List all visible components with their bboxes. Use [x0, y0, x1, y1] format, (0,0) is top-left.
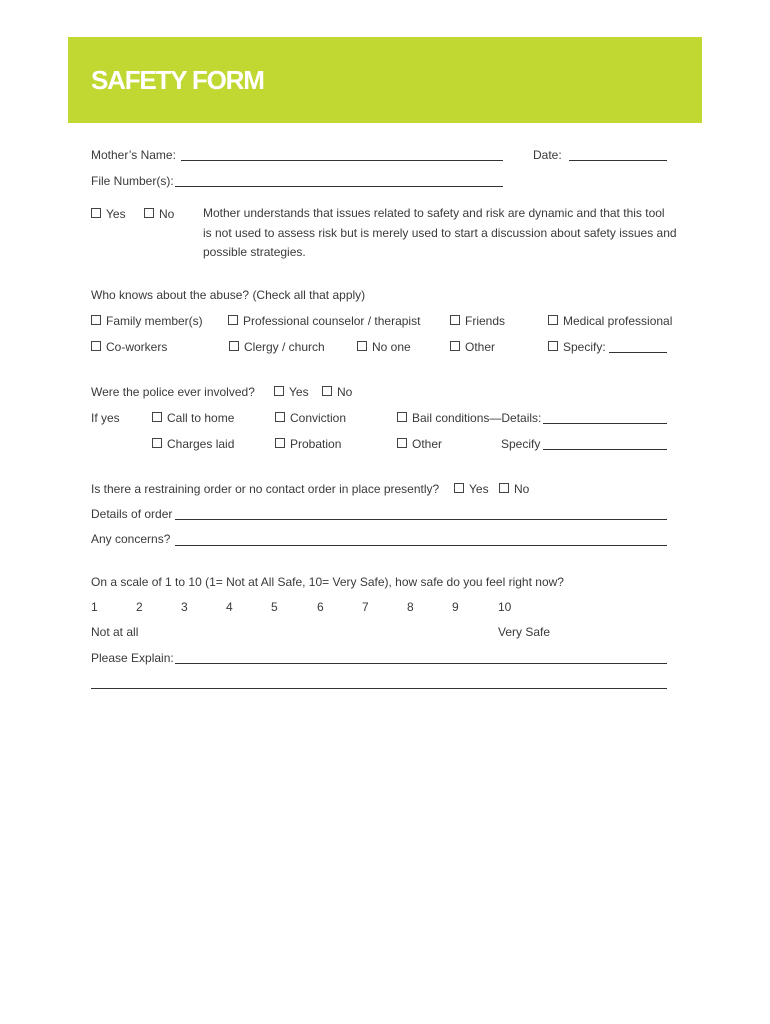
- scale-number-5[interactable]: 5: [271, 600, 278, 614]
- checkbox-icon: [499, 483, 509, 493]
- counselor-checkbox[interactable]: [228, 314, 420, 328]
- ack-no-checkbox[interactable]: [144, 207, 174, 221]
- scale-number-3[interactable]: 3: [181, 600, 188, 614]
- coworkers-checkbox[interactable]: [91, 340, 167, 354]
- checkbox-icon: [397, 412, 407, 422]
- scale-low-label: Not at all: [91, 625, 139, 639]
- checkbox-icon: [397, 438, 407, 448]
- who-knows-question: Who knows about the abuse? (Check all that apply): [91, 288, 366, 302]
- scale-number-4[interactable]: 4: [226, 600, 233, 614]
- counselor-label: Professional counselor / therapist: [243, 314, 421, 328]
- details-of-order-label: Details of order: [91, 507, 173, 521]
- family-checkbox[interactable]: [91, 314, 203, 328]
- if-yes-label: If yes: [91, 411, 120, 425]
- checkbox-icon: [91, 208, 101, 218]
- explain-label: Please Explain:: [91, 651, 174, 665]
- title-banner: [68, 37, 702, 123]
- police-no-label: No: [337, 385, 353, 399]
- scale-number-6[interactable]: 6: [317, 600, 324, 614]
- charges-checkbox[interactable]: [152, 437, 234, 451]
- scale-high-label: Very Safe: [498, 625, 551, 639]
- ack-statement: [203, 204, 677, 263]
- scale-number-1[interactable]: 1: [91, 600, 98, 614]
- restraining-no-checkbox[interactable]: [499, 482, 529, 496]
- file-number-label: File Number(s):: [91, 174, 174, 188]
- restraining-yes-label: Yes: [469, 482, 489, 496]
- ack-line-1: Mother understands that issues related to safety and risk are dynamic and that this tool: [203, 206, 665, 220]
- ack-yes-checkbox[interactable]: [91, 207, 126, 221]
- medical-label: Medical professional: [563, 314, 673, 328]
- no-one-label: No one: [372, 340, 411, 354]
- restraining-no-label: No: [514, 482, 530, 496]
- other-checkbox[interactable]: [450, 340, 495, 354]
- checkbox-icon: [152, 438, 162, 448]
- scale-question: On a scale of 1 to 10 (1= Not at All Safe, 10= Very Safe), how safe do you feel right now?: [91, 575, 564, 589]
- checkbox-icon: [229, 341, 239, 351]
- checkbox-icon: [144, 208, 154, 218]
- bail-checkbox[interactable]: [397, 411, 541, 425]
- restraining-yes-checkbox[interactable]: [454, 482, 489, 496]
- call-home-checkbox[interactable]: [152, 411, 234, 425]
- bail-details-field[interactable]: [543, 423, 667, 424]
- mothers-name-label: Mother’s Name:: [91, 148, 176, 162]
- specify-field[interactable]: [609, 352, 667, 353]
- explain-field[interactable]: [175, 663, 667, 664]
- checkbox-icon: [454, 483, 464, 493]
- probation-label: Probation: [290, 437, 342, 451]
- police-yes-label: Yes: [289, 385, 309, 399]
- other-label: Other: [465, 340, 496, 354]
- checkbox-icon: [274, 386, 284, 396]
- scale-number-2[interactable]: 2: [136, 600, 143, 614]
- police-other-label: Other: [412, 437, 443, 451]
- scale-number-10[interactable]: 10: [498, 600, 512, 614]
- coworkers-label: Co-workers: [106, 340, 168, 354]
- checkbox-icon: [228, 315, 238, 325]
- ack-line-3: possible strategies.: [203, 245, 306, 259]
- form-title: SAFETY FORM: [91, 65, 264, 95]
- police-question: Were the police ever involved?: [91, 385, 255, 399]
- no-one-checkbox[interactable]: [357, 340, 411, 354]
- friends-label: Friends: [465, 314, 506, 328]
- police-specify-field[interactable]: [543, 449, 667, 450]
- concerns-field[interactable]: [175, 545, 667, 546]
- specify-label: Specify:: [563, 340, 606, 354]
- family-label: Family member(s): [106, 314, 203, 328]
- police-no-checkbox[interactable]: [322, 385, 352, 399]
- police-other-checkbox[interactable]: [397, 437, 442, 451]
- clergy-checkbox[interactable]: [229, 340, 325, 354]
- ack-no-label: No: [159, 207, 175, 221]
- checkbox-icon: [357, 341, 367, 351]
- clergy-label: Clergy / church: [244, 340, 325, 354]
- date-label: Date:: [533, 148, 562, 162]
- call-home-label: Call to home: [167, 411, 235, 425]
- ack-line-2: is not used to assess risk but is merely used to start a discussion about safety issues and: [203, 225, 677, 240]
- scale-number-9[interactable]: 9: [452, 600, 459, 614]
- checkbox-icon: [152, 412, 162, 422]
- checkbox-icon: [450, 315, 460, 325]
- mothers-name-field[interactable]: [181, 160, 503, 161]
- restraining-question: Is there a restraining order or no contact order in place presently?: [91, 482, 440, 496]
- ack-yes-label: Yes: [106, 207, 126, 221]
- conviction-checkbox[interactable]: [275, 411, 346, 425]
- checkbox-icon: [91, 341, 101, 351]
- medical-checkbox[interactable]: [548, 314, 672, 328]
- details-of-order-field[interactable]: [175, 519, 667, 520]
- concerns-label: Any concerns?: [91, 532, 171, 546]
- file-number-field[interactable]: [175, 186, 503, 187]
- probation-checkbox[interactable]: [275, 437, 341, 451]
- checkbox-icon: [322, 386, 332, 396]
- specify-checkbox[interactable]: [548, 340, 606, 354]
- police-yes-checkbox[interactable]: [274, 385, 309, 399]
- checkbox-icon: [91, 315, 101, 325]
- bail-label: Bail conditions—Details:: [412, 411, 542, 425]
- conviction-label: Conviction: [290, 411, 347, 425]
- date-field[interactable]: [569, 160, 667, 161]
- explain-field-line-2[interactable]: [91, 688, 667, 689]
- checkbox-icon: [275, 412, 285, 422]
- checkbox-icon: [275, 438, 285, 448]
- friends-checkbox[interactable]: [450, 314, 505, 328]
- checkbox-icon: [548, 315, 558, 325]
- police-specify-label: Specify: [501, 437, 541, 451]
- scale-number-8[interactable]: 8: [407, 600, 414, 614]
- charges-label: Charges laid: [167, 437, 235, 451]
- scale-number-7[interactable]: 7: [362, 600, 369, 614]
- checkbox-icon: [548, 341, 558, 351]
- checkbox-icon: [450, 341, 460, 351]
